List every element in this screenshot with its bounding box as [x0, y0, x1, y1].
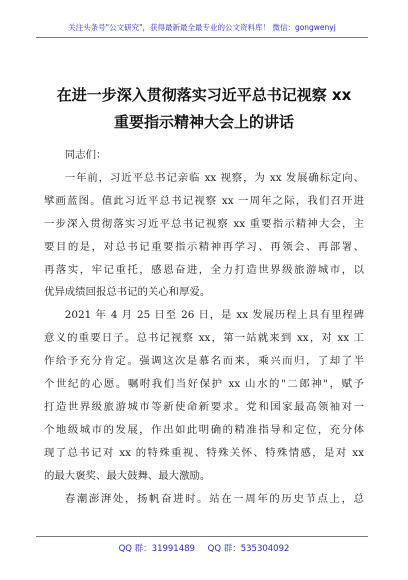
document-body: [44, 144, 364, 511]
title-line-2: 重要指示精神大会上的讲话: [113, 113, 294, 131]
paragraph-line: 打造世界级旅游城市等新使命新要求。党和国家最高领袖对一: [44, 400, 364, 413]
paragraph-line: 作给予充分肯定。强调这次是慕名而来，乘兴而归，了却了半: [44, 355, 364, 368]
footer-qq-group-1: QQ 群：31991489: [118, 544, 195, 554]
footer-divider: [36, 536, 368, 537]
paragraph-line: 一步深入贯彻落实习近平总书记视察 xx 重要指示精神大会，主: [44, 217, 364, 230]
paragraph-1: [44, 167, 364, 304]
footer-contacts: [0, 542, 408, 554]
paragraph-line: 个地级城市的发展，作出如此明确的精准指导和定位，充分体: [44, 423, 364, 436]
paragraph-line: 个世纪的心愿。嘱咐我们当好保护 xx 山水的"二郎神"，赋予: [44, 378, 364, 391]
paragraph-line: 再落实，牢记重托，感恩奋进，全力打造世界级旅游城市，以: [44, 263, 364, 276]
document-title: [40, 82, 368, 136]
paragraph-line: 擘画蓝图。值此习近平总书记视察 xx 一周年之际，我们召开进: [44, 194, 364, 207]
title-line-1: 在进一步深入贯彻落实习近平总书记视察 xx: [56, 86, 352, 104]
paragraph-line: 2021 年 4 月 25 日至 26 日，是 xx 发展历程上具有里程碑: [64, 309, 364, 322]
paragraph-line: 意义的重要日子。总书记视察 xx，第一站就来到 xx，对 xx 工: [44, 332, 364, 345]
header-banner: 关注头条号"公文研究"，获得最新最全最专业的公文资料库！ 微信：gongwenyj: [68, 23, 336, 32]
paragraph-line: 春潮澎湃处，扬帆奋进时。站在一周年的历史节点上，总: [64, 492, 364, 505]
paragraph-line: 一年前，习近平总书记亲临 xx 视察，为 xx 发展确标定向、: [64, 171, 364, 184]
paragraph-line: 要目的是，对总书记重要指示精神再学习、再领会、再部署、: [44, 240, 364, 253]
paragraph-3: [44, 488, 364, 511]
salutation: 同志们：: [64, 149, 107, 161]
paragraph-line: 优异成绩回报总书记的关心和厚爱。: [44, 286, 211, 299]
paragraph-line: 的最大褒奖、最大鼓舞、最大激励。: [44, 469, 211, 482]
paragraph-line: 现了总书记对 xx 的特殊重视、特殊关怀、特殊情感，是对 xx: [44, 446, 364, 459]
footer-qq-group-2: QQ 群：535304092: [207, 544, 290, 554]
header-divider: [36, 37, 368, 38]
paragraph-2: [44, 304, 364, 487]
